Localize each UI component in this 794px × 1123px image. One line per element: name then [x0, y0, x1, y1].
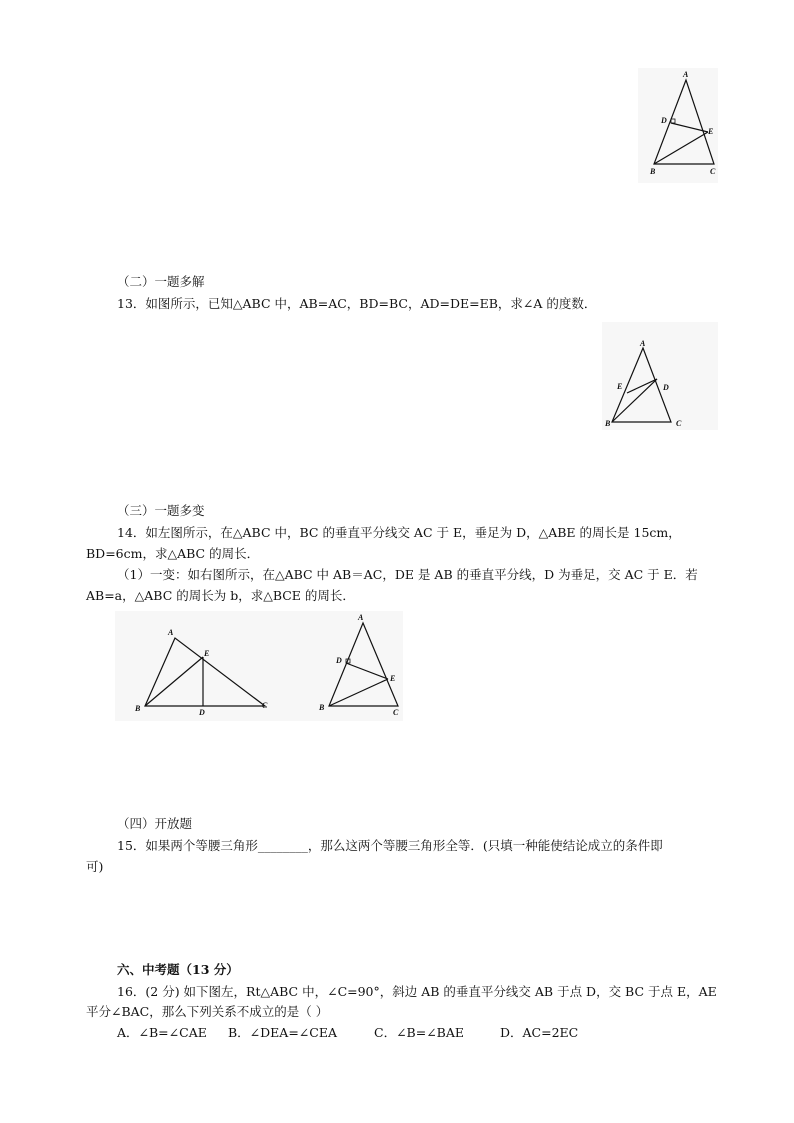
section-3-heading: （三）一题多变 [117, 503, 205, 518]
question-16-line-1: 16．(2 分) 如下图左，Rt△ABC 中，∠C=90°，斜边 AB 的垂直平分线交 AB 于点 D，交 BC 于点 E，AE [117, 984, 717, 999]
section-4-heading: （四）开放题 [117, 816, 193, 831]
option-c: C．∠B=∠BAE [374, 1025, 465, 1040]
question-15-line-2: 可) [86, 859, 104, 874]
label-c: C [393, 708, 399, 717]
label-e: E [204, 649, 210, 658]
question-13: 13．如图所示，已知△ABC 中，AB=AC，BD=BC，AD=DE=EB，求∠A 的度数． [117, 296, 597, 311]
label-a: A [683, 70, 689, 79]
figure-q14-pair [115, 611, 403, 721]
label-b: B [650, 167, 656, 176]
label-e: E [708, 127, 714, 136]
label-b: B [605, 419, 611, 428]
figure-triangle-top [638, 68, 718, 183]
label-c: C [262, 701, 268, 710]
label-d: D [336, 656, 342, 665]
label-b: B [319, 703, 325, 712]
question-14-line-2: BD=6cm，求△ABC 的周长． [86, 546, 260, 561]
label-a: A [358, 613, 364, 622]
option-d: D．AC=2EC [500, 1025, 579, 1040]
question-16-line-2: 平分∠BAC，那么下列关系不成立的是（ ） [86, 1004, 329, 1019]
section-2-heading: （二）一题多解 [117, 274, 205, 289]
option-b: B．∠DEA=∠CEA [228, 1025, 337, 1040]
label-c: C [676, 419, 682, 428]
label-a: A [640, 339, 646, 348]
label-e: E [617, 382, 623, 391]
label-c: C [710, 167, 716, 176]
option-a: A．∠B=∠CAE [117, 1025, 207, 1040]
question-14-variant-line-1: （1）一变：如右图所示，在△ABC 中 AB＝AC，DE 是 AB 的垂直平分线，D 为垂足，交 AC 于 E．若 [117, 567, 698, 582]
label-b: B [135, 704, 141, 713]
label-e: E [390, 674, 396, 683]
label-d: D [199, 708, 205, 717]
question-14-line-1: 14．如左图所示，在△ABC 中，BC 的垂直平分线交 AC 于 E，垂足为 D，△ABE 的周长是 15cm， [117, 525, 681, 540]
figure-triangle-q13 [602, 322, 718, 430]
label-d: D [661, 116, 667, 125]
label-a: A [168, 628, 174, 637]
question-14-variant-line-2: AB=a，△ABC 的周长为 b，求△BCE 的周长． [86, 588, 355, 603]
section-6-heading: 六、中考题（13 分） [117, 962, 239, 977]
question-15-line-1: 15．如果两个等腰三角形________，那么这两个等腰三角形全等．(只填一种能使结论成立的条件即 [117, 838, 663, 853]
label-d: D [663, 383, 669, 392]
